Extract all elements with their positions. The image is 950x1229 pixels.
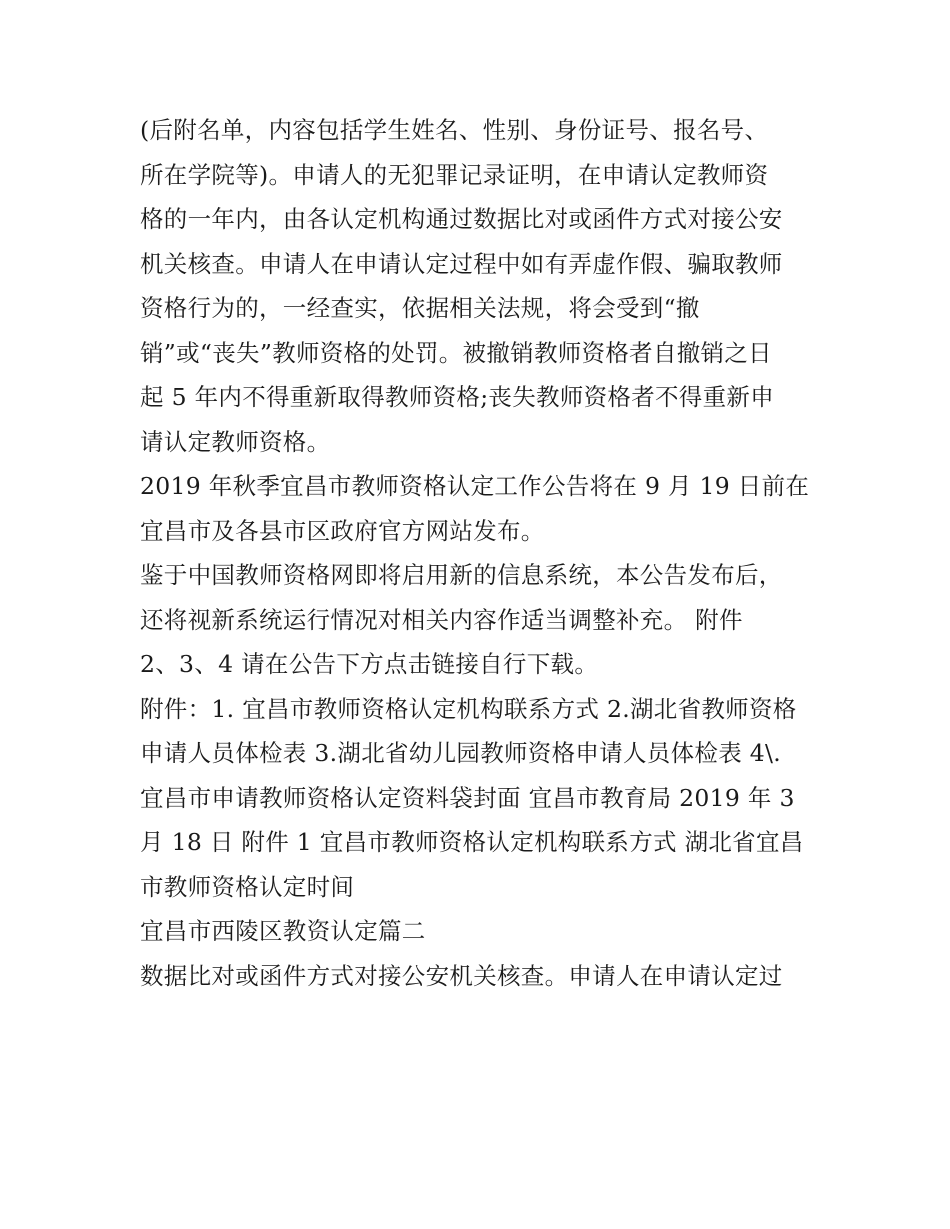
text-line: 资格行为的，一经查实，依据相关法规，将会受到“撤	[140, 294, 700, 322]
text-line: 2、3、4 请在公告下方点击链接自行下载。	[140, 650, 599, 678]
text-line: 所在学院等)。申请人的无犯罪记录证明，在申请认定教师资	[140, 160, 769, 189]
text-line: 宜昌市申请教师资格认定资料袋封面 宜昌市教育局 2019 年 3	[140, 783, 795, 812]
text-line: 还将视新系统运行情况对相关内容作适当调整补充。 附件	[140, 605, 743, 634]
text-line: 宜昌市及各县市区政府官方网站发布。	[140, 516, 545, 545]
section-heading: 宜昌市西陵区教资认定篇二	[140, 917, 426, 945]
text-line: 申请人员体检表 3.湖北省幼儿园教师资格申请人员体检表 4\.	[140, 739, 781, 767]
text-line: (后附名单，内容包括学生姓名、性别、身份证号、报名号、	[140, 116, 769, 144]
text-line: 2019 年秋季宜昌市教师资格认定工作公告将在 9 月 19 日前在	[140, 472, 810, 500]
text-line: 附件：1. 宜昌市教师资格认定机构联系方式 2.湖北省教师资格	[140, 694, 797, 723]
text-line: 鉴于中国教师资格网即将启用新的信息系统，本公告发布后，	[140, 561, 783, 589]
text-line: 月 18 日 附件 1 宜昌市教师资格认定机构联系方式 湖北省宜昌	[140, 828, 804, 856]
text-line: 起 5 年内不得重新取得教师资格;丧失教师资格者不得重新申	[140, 383, 775, 411]
text-line: 销”或“丧失”教师资格的处罚。被撤销教师资格者自撤销之日	[140, 338, 772, 367]
text-line: 数据比对或函件方式对接公安机关核查。申请人在申请认定过	[140, 961, 783, 990]
text-line: 机关核查。申请人在申请认定过程中如有弄虚作假、骗取教师	[140, 249, 783, 278]
text-line: 格的一年内，由各认定机构通过数据比对或函件方式对接公安	[140, 205, 783, 233]
text-line: 请认定教师资格。	[140, 427, 331, 456]
document-body	[140, 108, 820, 998]
text-line: 市教师资格认定时间	[140, 872, 355, 901]
